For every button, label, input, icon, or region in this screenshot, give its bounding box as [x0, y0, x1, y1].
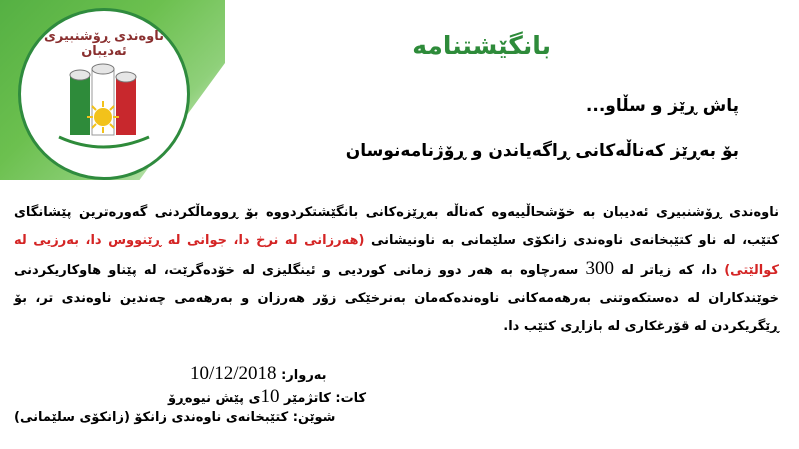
- body-part-2: دا، کە زیاتر لە: [621, 263, 718, 278]
- time-label: کات: کاتژمێر: [284, 391, 367, 406]
- greeting: پاش ڕێز و سڵاو...: [585, 96, 739, 116]
- body-part-1: ناوەندی ڕۆشنبیری ئەدیبان بە خۆشحاڵییەوە کەناڵە بەڕێزەکانی بانگێشتکردووە بۆ ڕووماڵکردنی گەورەترین پێشانگای کتێب، لە ناو کتێبخانەی ناوەندی زانکۆی سلێمانی بە ناونیشانی: [14, 205, 779, 248]
- time-line: [168, 386, 366, 408]
- time-suffix: ی پێش نیوەڕۆ: [168, 391, 261, 406]
- page-title: بانگێشتنامە: [412, 31, 551, 60]
- invitation-body: [14, 199, 779, 341]
- organization-logo: [18, 8, 190, 180]
- date-label: بەروار:: [281, 368, 327, 383]
- time-number: 10: [260, 386, 280, 407]
- date-value: 10/12/2018: [190, 363, 277, 384]
- date-line: [190, 363, 327, 385]
- recipients-line: بۆ بەڕێز کەناڵەکانی ڕاگەیاندن و ڕۆژنامەنوسان: [345, 141, 739, 161]
- logo-arc-text: ناوەندی ڕۆشنبیری ئەدیبان: [44, 29, 164, 59]
- body-part-3: سەرچاوە بە هەر دوو زمانی کوردیی و ئینگلیزی لە خۆدەگرێت، لە پێناو هاوکاریکردنی خوێندکاران لە دەستکەوتنی بەرهەمەکانی ناوەندەکەمان بەنرخێکی زۆر هەرزان و بەرهەمی چەندین ناوەندی تر، بۆ ڕێگریکردن لە قۆرغکاری لە بازاڕی کتێب دا.: [14, 263, 779, 334]
- highlighted-slogan: (هەرزانی لە نرخ دا، جوانی لە ڕێنووس دا، بەرزیی لە کوالێتی): [14, 233, 779, 278]
- place-line: شوێن: کتێبخانەی ناوەندی زانکۆ (زانکۆی سلێمانی): [14, 410, 336, 425]
- source-count: 300: [585, 258, 614, 279]
